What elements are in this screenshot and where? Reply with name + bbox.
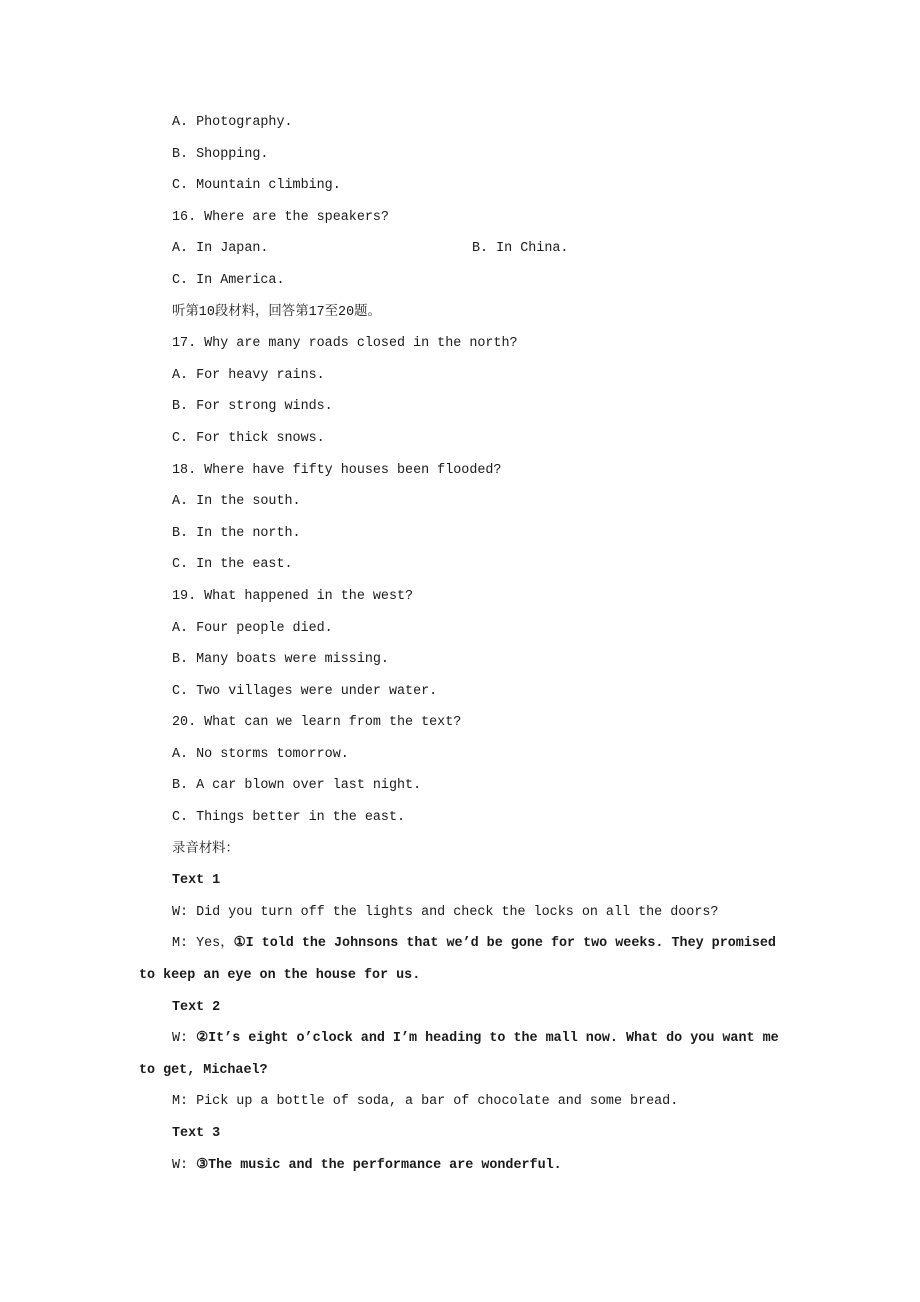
document-page <box>139 107 819 1181</box>
transcript-heading: 录音材料： <box>172 841 239 857</box>
speaker: W: <box>172 1031 197 1047</box>
option-row <box>139 233 819 265</box>
key-sentence: ②It’s eight o’clock and I’m heading to the mall now. What do you want me <box>196 1031 779 1047</box>
dialogue-continuation: to get, Michael? <box>139 1062 268 1078</box>
dialogue-line: M: Pick up a bottle of soda, a bar of chocolate and some bread. <box>172 1094 679 1110</box>
option: B. For strong winds. <box>172 399 333 415</box>
text-label: Text 1 <box>172 873 221 889</box>
option: C. For thick snows. <box>172 430 325 446</box>
key-sentence: ①I told the Johnsons that we’d be gone for two weeks. They promised <box>233 936 776 952</box>
question: 18. Where have fifty houses been flooded? <box>172 462 502 478</box>
option: B. In the north. <box>172 525 301 541</box>
text-label: Text 3 <box>172 1126 221 1141</box>
option: B. In China. <box>472 241 569 257</box>
option: B. Many boats were missing. <box>172 652 389 668</box>
question: 17. Why are many roads closed in the north? <box>172 336 518 352</box>
option: B. A car blown over last night. <box>172 778 422 794</box>
option: A. In Japan. <box>172 241 269 257</box>
option: A. For heavy rains. <box>172 367 325 383</box>
option: A. In the south. <box>172 494 301 510</box>
section-instruction: 听第10段材料，回答第17至20题。 <box>172 304 381 320</box>
dialogue-line <box>139 1023 819 1055</box>
option: B. Shopping. <box>172 146 269 162</box>
option: C. In America. <box>172 272 285 288</box>
dialogue-continuation: to keep an eye on the house for us. <box>139 968 421 984</box>
option: A. Photography. <box>172 115 293 130</box>
dialogue-line: W: Did you turn off the lights and check the locks on all the doors? <box>172 904 719 920</box>
option: A. No storms tomorrow. <box>172 746 349 762</box>
question: 19. What happened in the west? <box>172 588 414 604</box>
question: 20. What can we learn from the text? <box>172 715 462 731</box>
option: C. In the east. <box>172 557 293 573</box>
dialogue-line <box>139 928 819 960</box>
dialogue-line <box>139 1150 819 1182</box>
speaker: W: <box>172 1157 197 1173</box>
question: 16. Where are the speakers? <box>172 209 389 225</box>
text-label: Text 2 <box>172 999 221 1015</box>
option: C. Mountain climbing. <box>172 178 341 194</box>
option: C. Things better in the east. <box>172 810 406 826</box>
option: A. Four people died. <box>172 620 333 636</box>
key-sentence: ③The music and the performance are wonderful. <box>196 1157 562 1173</box>
option: C. Two villages were under water. <box>172 683 438 699</box>
speaker: M: Yes， <box>172 936 234 952</box>
